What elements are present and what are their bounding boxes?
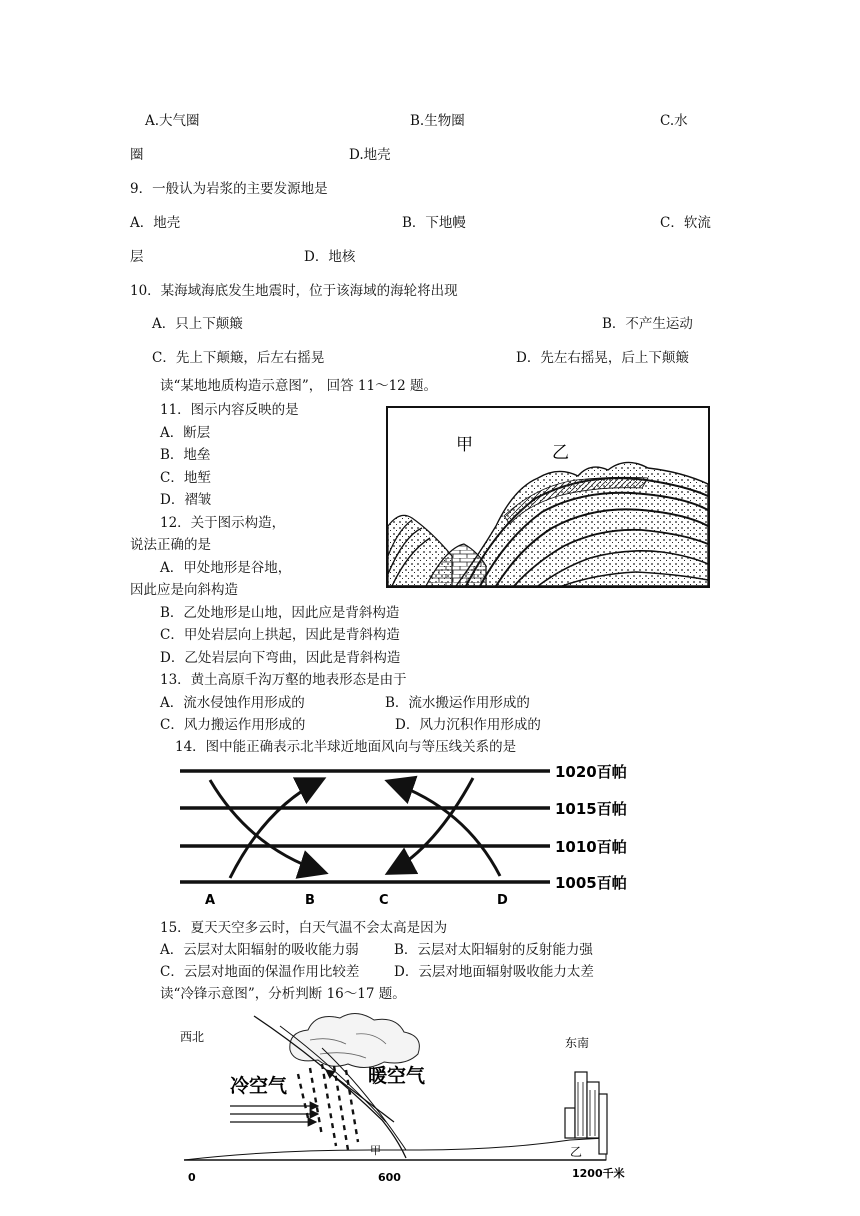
isobar-1010: 1010百帕 [555, 838, 627, 856]
q14-stem: 14．图中能正确表示北半球近地面风向与等压线关系的是 [175, 739, 517, 755]
q11-option-c: C．地堑 [160, 470, 211, 486]
q15-option-a: A．云层对太阳辐射的吸收能力弱 [160, 942, 359, 958]
cold-front-figure [170, 1010, 640, 1190]
axis-0: 0 [188, 1171, 196, 1184]
isobar-1005: 1005百帕 [555, 874, 627, 892]
label-yi: 乙 [570, 1145, 583, 1159]
q13-option-d: D．风力沉积作用形成的 [395, 717, 541, 733]
q12-option-a: A．甲处地形是谷地， [160, 560, 292, 576]
label-northwest: 西北 [180, 1030, 205, 1044]
q12-option-d: D．乙处岩层向下弯曲，因此是背斜构造 [160, 650, 401, 666]
q13-option-b: B．流水搬运作用形成的 [385, 695, 530, 711]
q11-option-b: B．地垒 [160, 447, 211, 463]
q11-option-d: D．褶皱 [160, 492, 212, 508]
q9-option-b: B．下地幔 [402, 215, 466, 231]
q10-stem: 10．某海域海底发生地震时，位于该海域的海轮将出现 [130, 283, 458, 299]
q9-option-c: C．软流 [660, 215, 711, 231]
q11-option-a: A．断层 [160, 425, 211, 441]
q11-stem: 11．图示内容反映的是 [160, 402, 299, 418]
q8-option-c: C.水 [660, 113, 688, 129]
isobar-1020: 1020百帕 [555, 763, 627, 781]
intro-11-12: 读“某地地质构造示意图”， 回答 11～12 题。 [160, 378, 438, 394]
q15-option-b: B．云层对太阳辐射的反射能力强 [394, 942, 593, 958]
q10-option-c: C．先上下颠簸，后左右摇晃 [152, 350, 325, 366]
q13-option-c: C．风力搬运作用形成的 [160, 717, 306, 733]
axis-1200: 1200千米 [572, 1167, 625, 1180]
q9-option-a: A．地壳 [130, 215, 181, 231]
letter-a: A [205, 893, 216, 908]
axis-600: 600 [378, 1171, 401, 1184]
isobar-wind-figure [175, 758, 645, 908]
q12-stem-wrap: 说法正确的是 [130, 537, 211, 553]
label-warm-air: 暖空气 [368, 1065, 426, 1087]
letter-b: B [305, 893, 315, 908]
q8-option-a: A.大气圈 [145, 113, 200, 129]
q13-stem: 13．黄土高原千沟万壑的地表形态是由于 [160, 672, 407, 688]
label-jia: 甲 [370, 1144, 381, 1157]
q9-option-c-wrap: 层 [130, 249, 144, 265]
q15-stem: 15．夏天天空多云时，白天气温不会太高是因为 [160, 920, 448, 936]
q12-option-b: B．乙处地形是山地，因此应是背斜构造 [160, 605, 400, 621]
q13-option-a: A．流水侵蚀作用形成的 [160, 695, 305, 711]
isobar-1015: 1015百帕 [555, 800, 627, 818]
q8-option-c-wrap: 圈 [130, 147, 144, 163]
q15-option-c: C．云层对地面的保温作用比较差 [160, 964, 360, 980]
geologic-structure-figure [386, 406, 710, 588]
q10-option-a: A．只上下颠簸 [152, 316, 243, 332]
letter-d: D [497, 893, 508, 908]
q10-option-d: D．先左右摇晃，后上下颠簸 [516, 350, 689, 366]
q10-option-b: B．不产生运动 [602, 316, 693, 332]
q12-stem: 12．关于图示构造， [160, 515, 286, 531]
q12-option-c: C．甲处岩层向上拱起，因此是背斜构造 [160, 627, 400, 643]
q8-option-b: B.生物圈 [410, 113, 465, 129]
q12-option-a-wrap: 因此应是向斜构造 [130, 582, 238, 598]
q8-option-d: D.地壳 [349, 147, 391, 163]
geo-label-yi: 乙 [552, 443, 569, 463]
intro-16-17: 读“冷锋示意图”，分析判断 16～17 题。 [160, 986, 406, 1002]
label-southeast: 东南 [565, 1036, 590, 1050]
q9-option-d: D．地核 [304, 249, 356, 265]
geo-label-jia: 甲 [456, 435, 473, 455]
label-cold-air: 冷空气 [230, 1075, 288, 1097]
letter-c: C [379, 893, 389, 908]
q15-option-d: D．云层对地面辐射吸收能力太差 [394, 964, 594, 980]
q9-stem: 9．一般认为岩浆的主要发源地是 [130, 181, 328, 197]
